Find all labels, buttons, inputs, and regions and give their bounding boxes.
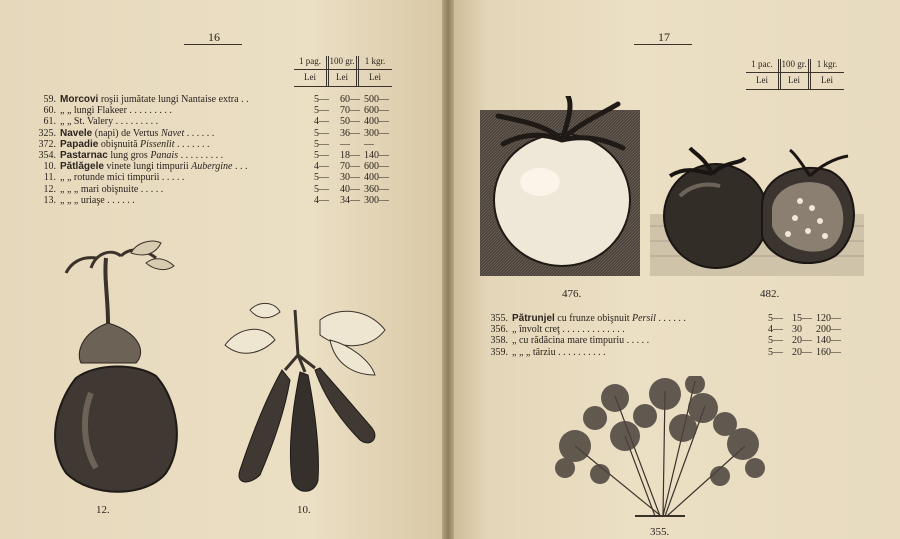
left-header-col1: 1 pag.: [299, 56, 321, 66]
price-100g: 36—: [340, 127, 360, 139]
item-description: [60, 105, 172, 116]
left-page-number-rule: [184, 44, 242, 45]
price-100g: 70—: [340, 161, 360, 173]
price-packet: 5—: [768, 313, 783, 324]
item-number: 13.: [43, 194, 56, 206]
item-description: [60, 172, 184, 183]
price-packet: 4—: [314, 194, 329, 206]
left-header-divider-1b: [328, 56, 329, 86]
right-page-number: 17: [658, 30, 670, 44]
item-number: 372.: [38, 138, 56, 150]
price-100g: 50—: [340, 116, 360, 128]
price-1kg: 400—: [364, 172, 389, 184]
left-header-divider-1: [326, 56, 327, 86]
price-100g: 70—: [340, 105, 360, 117]
price-1kg: 140—: [364, 149, 389, 161]
price-100g: 20—: [792, 346, 812, 358]
price-1kg: 140—: [816, 335, 841, 347]
left-figure-caption-a: 12.: [96, 504, 110, 516]
item-desc-text: „ „ „ uriaşe . . . . . .: [60, 194, 135, 206]
item-number: 11.: [43, 172, 56, 184]
leader-dots: . . . . . . . . .: [180, 149, 224, 161]
right-header-col1: 1 pac.: [751, 59, 773, 69]
item-number: 61.: [43, 116, 56, 128]
leader-dots: . . . . . .: [658, 313, 686, 324]
right-page-number-rule: [634, 44, 692, 45]
item-description: [512, 324, 625, 335]
price-row: [30, 116, 400, 127]
right-header-divider-1b: [780, 59, 781, 89]
left-page-number: 16: [208, 30, 220, 44]
leader-dots: . . . . . . .: [176, 138, 210, 150]
right-header-divider-2b: [810, 59, 811, 89]
price-packet: 5—: [314, 127, 329, 139]
item-number: 358.: [490, 335, 508, 347]
leader-dots: . . . . . .: [186, 127, 215, 139]
item-description: [512, 347, 606, 358]
price-100g: 30—: [340, 172, 360, 184]
tomato-white-illustration: [478, 96, 644, 278]
right-header-unit3: Lei: [821, 75, 833, 85]
left-header-bottom-rule: [294, 86, 392, 87]
eggplant-long-illustration: [220, 300, 390, 500]
parsley-illustration: [555, 376, 773, 524]
price-row: [30, 94, 400, 105]
left-header-divider-2b: [358, 56, 359, 86]
item-desc-text: „ cu rădăcina mare timpuriu . . . . .: [512, 335, 650, 347]
price-row: [30, 139, 400, 150]
price-packet: 5—: [314, 105, 329, 117]
price-1kg: —: [364, 138, 374, 150]
item-desc-text: „ „ St. Valery . . . . . . . . .: [60, 116, 159, 128]
item-name: Navele: [60, 127, 93, 139]
right-figure-caption-a: 476.: [562, 288, 582, 300]
left-header-unit1: Lei: [304, 72, 316, 82]
right-price-list: [482, 313, 852, 358]
item-description: [60, 195, 135, 206]
price-packet: 5—: [314, 138, 329, 150]
item-french-name: Panais: [150, 149, 179, 161]
tomato-dark-illustration: [650, 146, 864, 278]
right-figure-caption-b: 482.: [760, 288, 780, 300]
item-name: Papadie: [60, 138, 99, 150]
price-100g: 60—: [340, 94, 360, 105]
price-row: [30, 184, 400, 195]
price-packet: 4—: [768, 324, 783, 336]
item-desc-text: cu frunze obişnuit: [557, 313, 630, 324]
price-1kg: 300—: [364, 127, 389, 139]
price-100g: 34—: [340, 194, 360, 206]
price-1kg: 300—: [364, 194, 389, 206]
price-row: [30, 128, 400, 139]
price-row: [482, 324, 852, 335]
price-1kg: 160—: [816, 346, 841, 358]
item-number: 355.: [490, 313, 508, 324]
price-row: [482, 335, 852, 346]
item-name: Pătrunjel: [512, 313, 555, 324]
item-desc-text: (napi) de Vertus: [94, 127, 159, 139]
right-header-col3: 1 kgr.: [816, 59, 838, 69]
item-number: 354.: [38, 149, 56, 161]
left-header-rule: [294, 69, 392, 70]
price-1kg: 200—: [816, 324, 841, 336]
right-header-unit2: Lei: [788, 75, 800, 85]
item-french-name: Aubergine: [191, 161, 233, 173]
price-100g: 15—: [792, 313, 812, 324]
price-packet: 5—: [768, 335, 783, 347]
item-name: Morcovi: [60, 94, 99, 105]
item-number: 325.: [38, 127, 56, 139]
price-row: [30, 172, 400, 183]
item-name: Pătlăgele: [60, 161, 104, 173]
item-description: [512, 335, 649, 346]
price-1kg: 600—: [364, 105, 389, 117]
item-desc-text: „ „ lungi Flakeer . . . . . . . . .: [60, 105, 172, 117]
item-description: [60, 150, 223, 161]
item-french-name: Pissenlit: [140, 138, 175, 150]
price-packet: 4—: [314, 116, 329, 128]
item-french-name: Navet: [160, 127, 185, 139]
item-description: [60, 161, 247, 172]
right-header-unit1: Lei: [756, 75, 768, 85]
right-price-header: [746, 59, 846, 91]
item-desc-text: roşii jumătate lungi Nantaise extra . .: [100, 94, 249, 105]
item-number: 356.: [490, 324, 508, 336]
left-header-unit2: Lei: [336, 72, 348, 82]
item-number: 10.: [43, 161, 56, 173]
item-desc-text: lung gros: [110, 149, 148, 161]
left-header-col2: 100 gr.: [329, 56, 355, 66]
item-name: Pastarnac: [60, 149, 108, 161]
price-row: [482, 347, 852, 358]
right-header-divider-1: [778, 59, 779, 89]
left-figure-caption-b: 10.: [297, 504, 311, 516]
price-100g: 20—: [792, 335, 812, 347]
right-header-bottom-rule: [746, 89, 844, 90]
price-packet: 4—: [314, 161, 329, 173]
item-desc-text: „ învolt creţ . . . . . . . . . . . . .: [512, 324, 625, 336]
price-row: [30, 150, 400, 161]
price-100g: 40—: [340, 183, 360, 195]
price-1kg: 600—: [364, 161, 389, 173]
right-header-col2: 100 gr.: [781, 59, 807, 69]
left-price-list: [30, 94, 400, 206]
price-1kg: 120—: [816, 313, 841, 324]
price-row: [30, 161, 400, 172]
price-packet: 5—: [314, 172, 329, 184]
price-100g: —: [340, 138, 350, 150]
leader-dots: . . .: [234, 161, 248, 173]
left-price-header: [294, 56, 394, 88]
price-row: [482, 313, 852, 324]
item-description: [60, 184, 163, 195]
item-description: [60, 128, 214, 139]
price-packet: 5—: [768, 346, 783, 358]
item-number: 12.: [43, 183, 56, 195]
price-row: [30, 195, 400, 206]
right-header-rule: [746, 72, 844, 73]
price-1kg: 360—: [364, 183, 389, 195]
item-number: 359.: [490, 346, 508, 358]
item-description: [60, 94, 249, 105]
price-1kg: 500—: [364, 94, 389, 105]
item-french-name: Persil: [632, 313, 656, 324]
item-desc-text: „ „ „ mari obişnuite . . . . .: [60, 183, 164, 195]
item-desc-text: vinete lungi timpurii: [106, 161, 189, 173]
price-1kg: 400—: [364, 116, 389, 128]
price-packet: 5—: [314, 94, 329, 105]
item-desc-text: obişnuită: [100, 138, 138, 150]
left-header-unit3: Lei: [369, 72, 381, 82]
price-packet: 5—: [314, 183, 329, 195]
price-100g: 18—: [340, 149, 360, 161]
book-gutter: [442, 0, 454, 539]
item-description: [512, 313, 686, 324]
item-desc-text: „ „ rotunde mici timpurii . . . . .: [60, 172, 185, 184]
price-100g: 30: [792, 324, 802, 336]
item-description: [60, 116, 158, 127]
item-desc-text: „ „ „ târziu . . . . . . . . . .: [512, 346, 606, 358]
item-number: 59.: [43, 94, 56, 105]
item-description: [60, 139, 209, 150]
price-row: [30, 105, 400, 116]
price-packet: 5—: [314, 149, 329, 161]
left-header-col3: 1 kgr.: [364, 56, 386, 66]
eggplant-round-illustration: [36, 228, 196, 500]
right-header-divider-2: [808, 59, 809, 89]
item-number: 60.: [43, 105, 56, 117]
right-figure-caption-c: 355.: [650, 526, 670, 538]
left-header-divider-2: [356, 56, 357, 86]
